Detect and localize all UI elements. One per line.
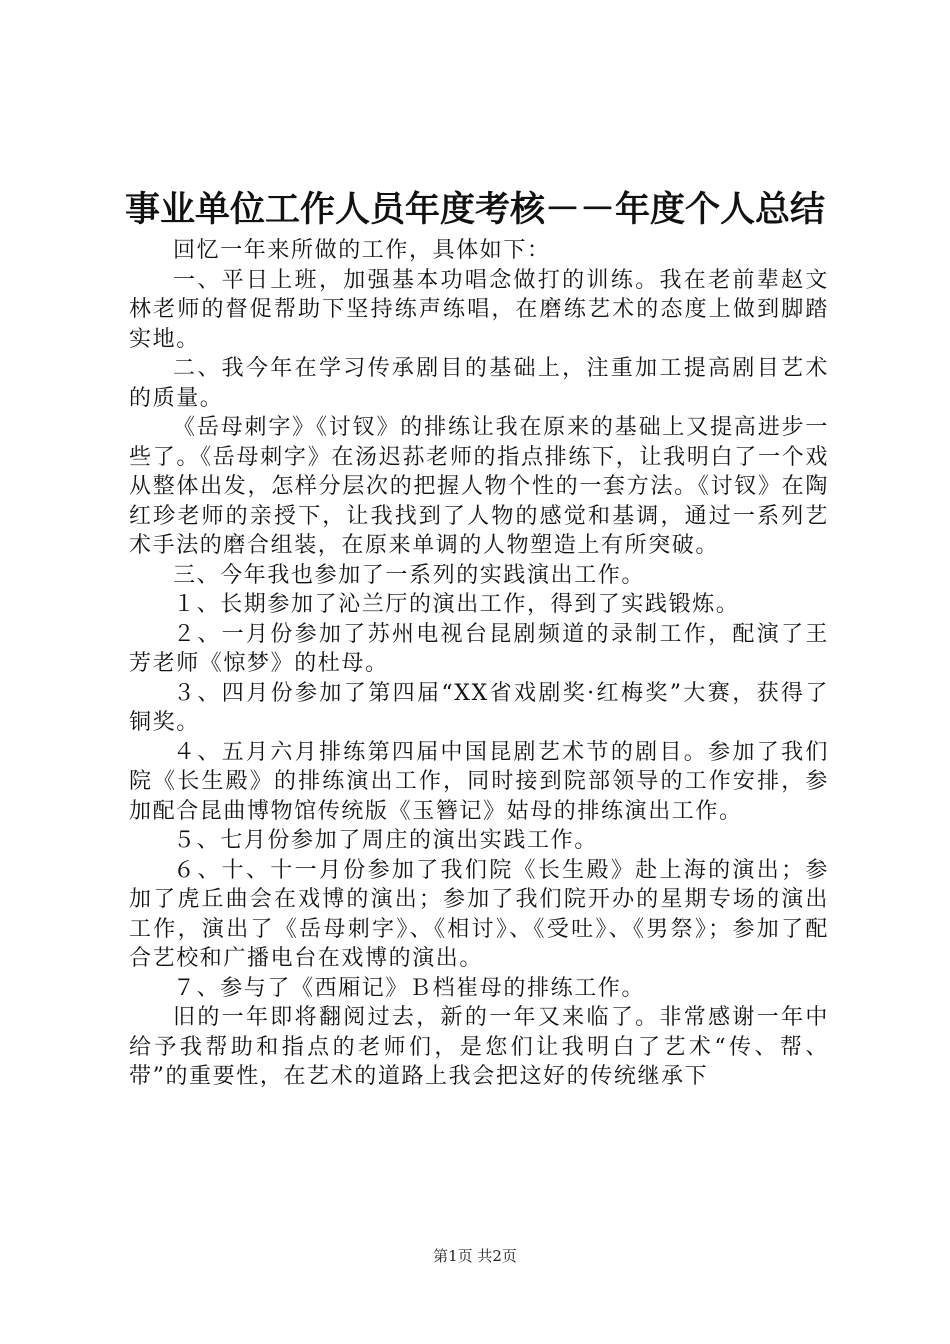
list-item-1: １、长期参加了沁兰厅的演出工作，得到了实践锻炼。 [173,592,740,617]
document-body [129,236,829,1092]
list-item-3: ３、四月份参加了第四届“XX省戏剧奖·红梅奖”大赛，获得了铜奖。 [129,680,829,735]
paragraph-section-2: 二、我今年在学习传承剧目的基础上，注重加工提高剧目艺术的质量。 [129,356,829,411]
paragraph-section-3: 三、今年我也参加了一系列的实践演出工作。 [173,562,646,588]
page-number: 第1页 共2页 [433,1247,517,1265]
paragraph-closing: 旧的一年即将翻阅过去，新的一年又来临了。非常感谢一年中给予我帮助和指点的老师们，是您们让我明白了艺术“传、帮、带”的重要性，在艺术的道路上我会把这好的传统继承下 [129,1005,829,1089]
list-item-6: ６、十、十一月份参加了我们院《长生殿》赴上海的演出；参加了虎丘曲会在戏博的演出；参加了我们院开办的星期专场的演出工作，演出了《岳母刺字》、《相讨》、《受吐》、《男祭》；参加了配合艺校和广播电台在戏博的演出。 [129,857,829,971]
list-item-7: ７、参与了《西厢记》Ｂ档崔母的排练工作。 [173,975,646,1001]
list-item-5: ５、七月份参加了周庄的演出实践工作。 [173,828,598,853]
paragraph-section-1: 一、平日上班，加强基本功唱念做打的训练。我在老前辈赵文林老师的督促帮助下坚持练声练唱，在磨练艺术的态度上做到脚踏实地。 [129,267,829,352]
list-item-2: ２、一月份参加了苏州电视台昆剧频道的录制工作，配演了王芳老师《惊梦》的杜母。 [129,621,829,676]
paragraph-repertoire: 《岳母刺字》《讨钗》的排练让我在原来的基础上又提高进步一些了。《岳母刺字》在汤迟荪老师的指点排练下，让我明白了一个戏从整体出发，怎样分层次的把握人物个性的一套方法。《讨钗》在陶红珍老师的亲授下，让我找到了人物的感觉和基调，通过一系列艺术手法的磨合组装，在原来单调的人物塑造上有所突破。 [129,415,829,558]
document-title: 事业单位工作人员年度考核－－年度个人总结 [124,190,825,230]
paragraph-intro: 回忆一年来所做的工作，具体如下： [173,238,551,263]
list-item-4: ４、五月六月排练第四届中国昆剧艺术节的剧目。参加了我们院《长生殿》的排练演出工作，同时接到院部领导的工作安排，参加配合昆曲博物馆传统版《玉簪记》姑母的排练演出工作。 [129,739,829,824]
